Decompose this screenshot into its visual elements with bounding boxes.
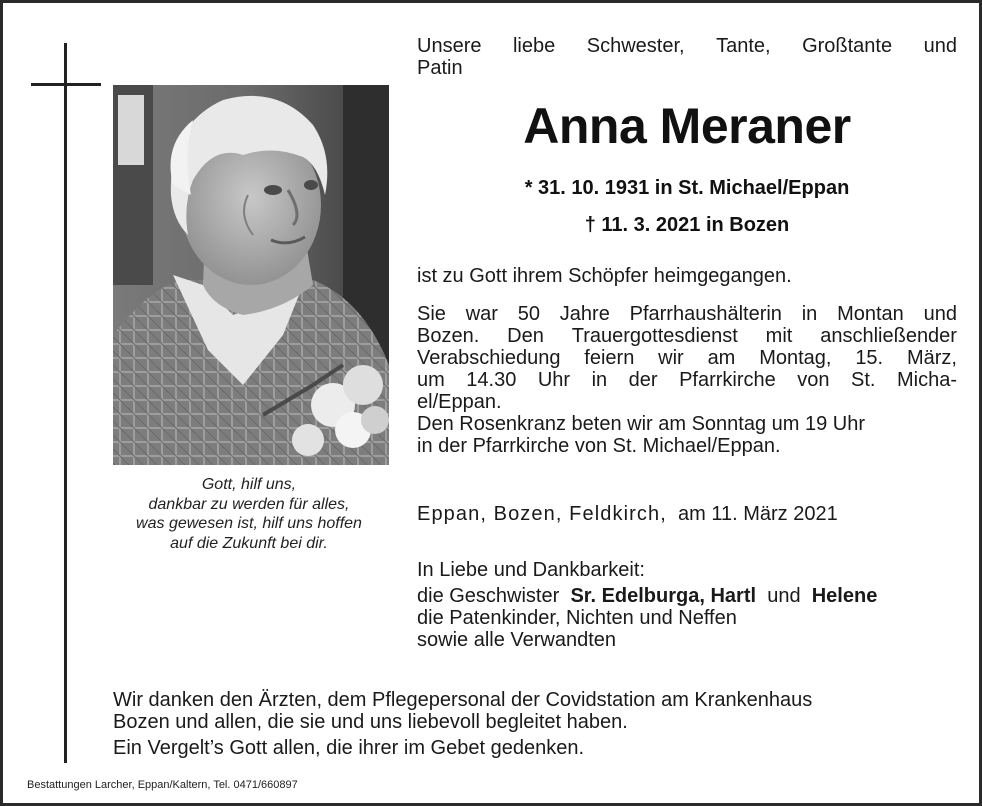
word: Sie — [417, 303, 446, 325]
word: in — [801, 303, 818, 325]
word: Pfarrhaushälterin — [629, 303, 782, 325]
death-date: † 11. 3. 2021 in Bozen — [584, 214, 790, 236]
places: Eppan, Bozen, Feldkirch, — [417, 503, 667, 525]
mourners-line: die Patenkinder, Nichten und Neffen — [417, 607, 737, 629]
sibling-names: Sr. Edelburga, Hartl — [570, 585, 757, 607]
sibling-name: Helene — [811, 585, 878, 607]
intro-text — [417, 35, 957, 79]
cross-icon-vertical-beam — [64, 43, 67, 763]
word: Pfarrkirche — [679, 369, 776, 391]
thanks-line: Wir danken den Ärzten, dem Pflegepersonal der Covidstation am Krankenhaus — [113, 689, 813, 711]
intro-word: und — [923, 35, 957, 57]
quote-line: was gewesen ist, hilf uns hoffen — [136, 515, 362, 532]
word: Trauergottesdienst — [571, 325, 738, 347]
quote-line: Gott, hilf uns, — [201, 476, 297, 493]
word: 50 — [517, 303, 540, 325]
blessing-line: Ein Vergelt’s Gott allen, die ihrer im Gebet gedenken. — [113, 737, 585, 759]
portrait-photo-grayscale-icon — [113, 85, 389, 465]
word: in — [591, 369, 608, 391]
funeral-details-line — [417, 347, 957, 369]
word: wir — [658, 347, 684, 369]
word: von — [797, 369, 830, 391]
word: anschließender — [820, 325, 957, 347]
intro-line-2: Patin — [417, 57, 463, 79]
intro-word: Schwester, — [586, 35, 685, 57]
birth-date: * 31. 10. 1931 in St. Michael/Eppan — [524, 177, 850, 199]
word: Montan — [837, 303, 904, 325]
word: war — [465, 303, 498, 325]
bible-quote — [99, 475, 399, 553]
funeral-details-line — [417, 303, 957, 325]
word: am — [707, 347, 736, 369]
funeral-details-line — [417, 325, 957, 347]
intro-word: Unsere — [417, 35, 482, 57]
portrait-photo — [113, 85, 389, 465]
word: Micha- — [896, 369, 957, 391]
place-and-date — [417, 503, 957, 525]
undertaker-credit: Bestattungen Larcher, Eppan/Kaltern, Tel. 0471/660897 — [27, 779, 298, 791]
word: Uhr — [537, 369, 571, 391]
mourners-heading: In Liebe und Dankbarkeit: — [417, 559, 645, 581]
word: und — [923, 303, 957, 325]
word: mit — [765, 325, 793, 347]
rosary-line: Den Rosenkranz beten wir am Sonntag um 19 Uhr — [417, 413, 866, 435]
deceased-name: Anna Meraner — [523, 98, 851, 154]
rosary-line: in der Pfarrkirche von St. Michael/Eppan. — [417, 435, 781, 457]
thanks-line: Bozen und allen, die sie und uns liebevoll begleitet haben. — [113, 711, 628, 733]
word: Verabschiedung — [417, 347, 561, 369]
word: St. — [851, 369, 876, 391]
word: März, — [906, 347, 957, 369]
word: um — [417, 369, 445, 391]
funeral-details-line: el/Eppan. — [417, 391, 502, 413]
word: feiern — [584, 347, 635, 369]
mourners-block — [417, 559, 957, 651]
life-dates — [417, 170, 957, 244]
intro-word: liebe — [512, 35, 556, 57]
passing-sentence: ist zu Gott ihrem Schöpfer heimgegangen. — [417, 265, 792, 287]
word: der — [628, 369, 658, 391]
conjunction: und — [767, 585, 801, 607]
quote-line: dankbar zu werden für alles, — [148, 495, 350, 513]
intro-line-1 — [417, 35, 957, 57]
word: Jahre — [559, 303, 610, 325]
notice-date: am 11. März 2021 — [678, 503, 838, 525]
thanks-block — [113, 689, 963, 759]
funeral-details — [417, 303, 957, 457]
funeral-details-line — [417, 369, 957, 391]
siblings-prefix: die Geschwister — [417, 585, 560, 607]
mourners-line: sowie alle Verwandten — [417, 629, 617, 651]
word: 14.30 — [466, 369, 517, 391]
word: Bozen. — [417, 325, 480, 347]
word: Montag, — [759, 347, 832, 369]
intro-word: Großtante — [802, 35, 893, 57]
word: 15. — [855, 347, 884, 369]
intro-word: Tante, — [716, 35, 771, 57]
word: Den — [507, 325, 544, 347]
mourners-line — [417, 585, 957, 607]
cross-icon-horizontal-beam — [31, 83, 101, 86]
quote-line: auf die Zukunft bei dir. — [170, 534, 328, 552]
